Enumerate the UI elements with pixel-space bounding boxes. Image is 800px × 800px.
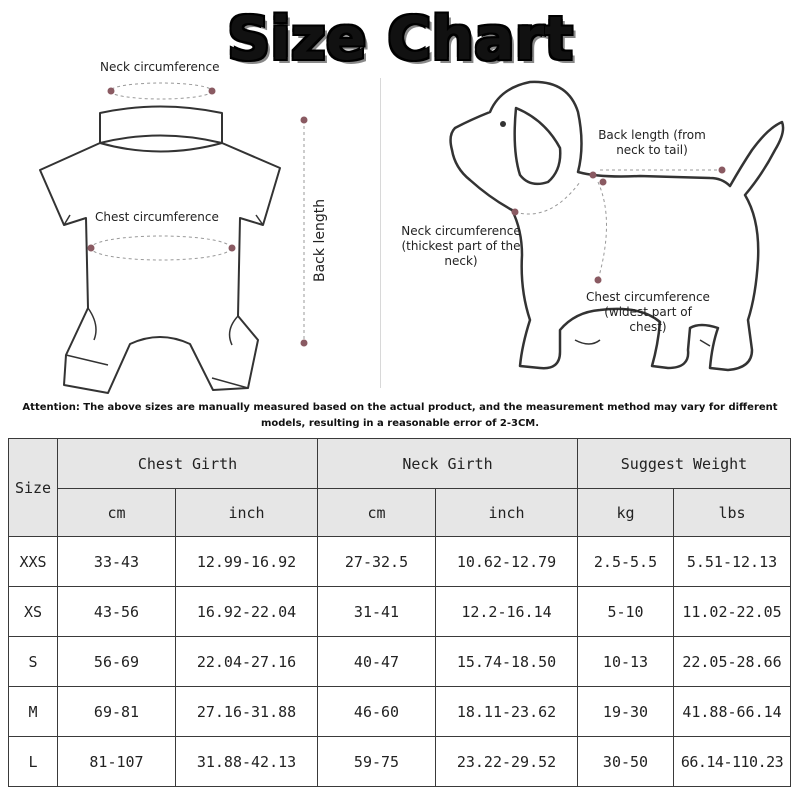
chest-inch-cell: 31.88-42.13 <box>176 737 318 787</box>
neck-cm-cell: 59-75 <box>318 737 436 787</box>
dog-eye <box>500 121 506 127</box>
weight-lbs-cell: 11.02-22.05 <box>674 587 791 637</box>
measurement-notice: Attention: The above sizes are manually measured based on the actual product, and the measurement method may vary for different models, resulting in a reasonable error of 2-3CM. <box>22 402 778 429</box>
size-cell: S <box>9 637 58 687</box>
chest-cm-cell: 56-69 <box>58 637 176 687</box>
dog-neck-label: Neck circumference (thickest part of the neck) <box>401 224 521 268</box>
neck-cm-cell: 27-32.5 <box>318 537 436 587</box>
neck-cm-cell: 31-41 <box>318 587 436 637</box>
weight-kg-cell: 10-13 <box>578 637 674 687</box>
weight-kg-cell: 30-50 <box>578 737 674 787</box>
weight-kg-cell: 5-10 <box>578 587 674 637</box>
unit-header: cm <box>58 489 176 537</box>
dog-chest-label: Chest circumference (widest part of chest) <box>586 290 710 334</box>
table-row <box>9 637 791 687</box>
size-cell: L <box>9 737 58 787</box>
table-row <box>9 737 791 787</box>
weight-kg-cell: 19-30 <box>578 687 674 737</box>
neck-girth-header: Neck Girth <box>318 439 578 489</box>
table-row <box>9 587 791 637</box>
size-cell: XXS <box>9 537 58 587</box>
neck-inch-cell: 18.11-23.62 <box>436 687 578 737</box>
size-cell: XS <box>9 587 58 637</box>
neck-cm-cell: 46-60 <box>318 687 436 737</box>
neck-inch-cell: 12.2-16.14 <box>436 587 578 637</box>
unit-header: kg <box>578 489 674 537</box>
neck-cm-cell: 40-47 <box>318 637 436 687</box>
size-cell: M <box>9 687 58 737</box>
weight-lbs-cell: 66.14-110.23 <box>674 737 791 787</box>
chest-cm-cell: 33-43 <box>58 537 176 587</box>
weight-kg-cell: 2.5-5.5 <box>578 537 674 587</box>
neck-inch-cell: 15.74-18.50 <box>436 637 578 687</box>
unit-header: inch <box>436 489 578 537</box>
chest-inch-cell: 27.16-31.88 <box>176 687 318 737</box>
suggest-weight-header: Suggest Weight <box>578 439 791 489</box>
chest-girth-header: Chest Girth <box>58 439 318 489</box>
size-table <box>8 438 791 787</box>
weight-lbs-cell: 41.88-66.14 <box>674 687 791 737</box>
chest-inch-cell: 16.92-22.04 <box>176 587 318 637</box>
table-row <box>9 687 791 737</box>
weight-lbs-cell: 5.51-12.13 <box>674 537 791 587</box>
unit-header: cm <box>318 489 436 537</box>
chest-cm-cell: 69-81 <box>58 687 176 737</box>
weight-lbs-cell: 22.05-28.66 <box>674 637 791 687</box>
garment-chest-label: Chest circumference <box>95 210 219 224</box>
table-row <box>9 537 791 587</box>
chest-inch-cell: 22.04-27.16 <box>176 637 318 687</box>
chest-cm-cell: 81-107 <box>58 737 176 787</box>
neck-inch-cell: 10.62-12.79 <box>436 537 578 587</box>
chest-inch-cell: 12.99-16.92 <box>176 537 318 587</box>
page-title: Size Chart <box>227 4 573 74</box>
garment-neck-label: Neck circumference <box>100 60 220 74</box>
unit-header: inch <box>176 489 318 537</box>
garment-back-length-label: Back length <box>312 198 328 282</box>
neck-inch-cell: 23.22-29.52 <box>436 737 578 787</box>
size-header: Size <box>9 439 58 537</box>
unit-header: lbs <box>674 489 791 537</box>
dog-back-length-label: Back length (from neck to tail) <box>598 128 706 157</box>
panel-divider <box>380 78 381 388</box>
garment-illustration <box>40 107 280 394</box>
chest-cm-cell: 43-56 <box>58 587 176 637</box>
